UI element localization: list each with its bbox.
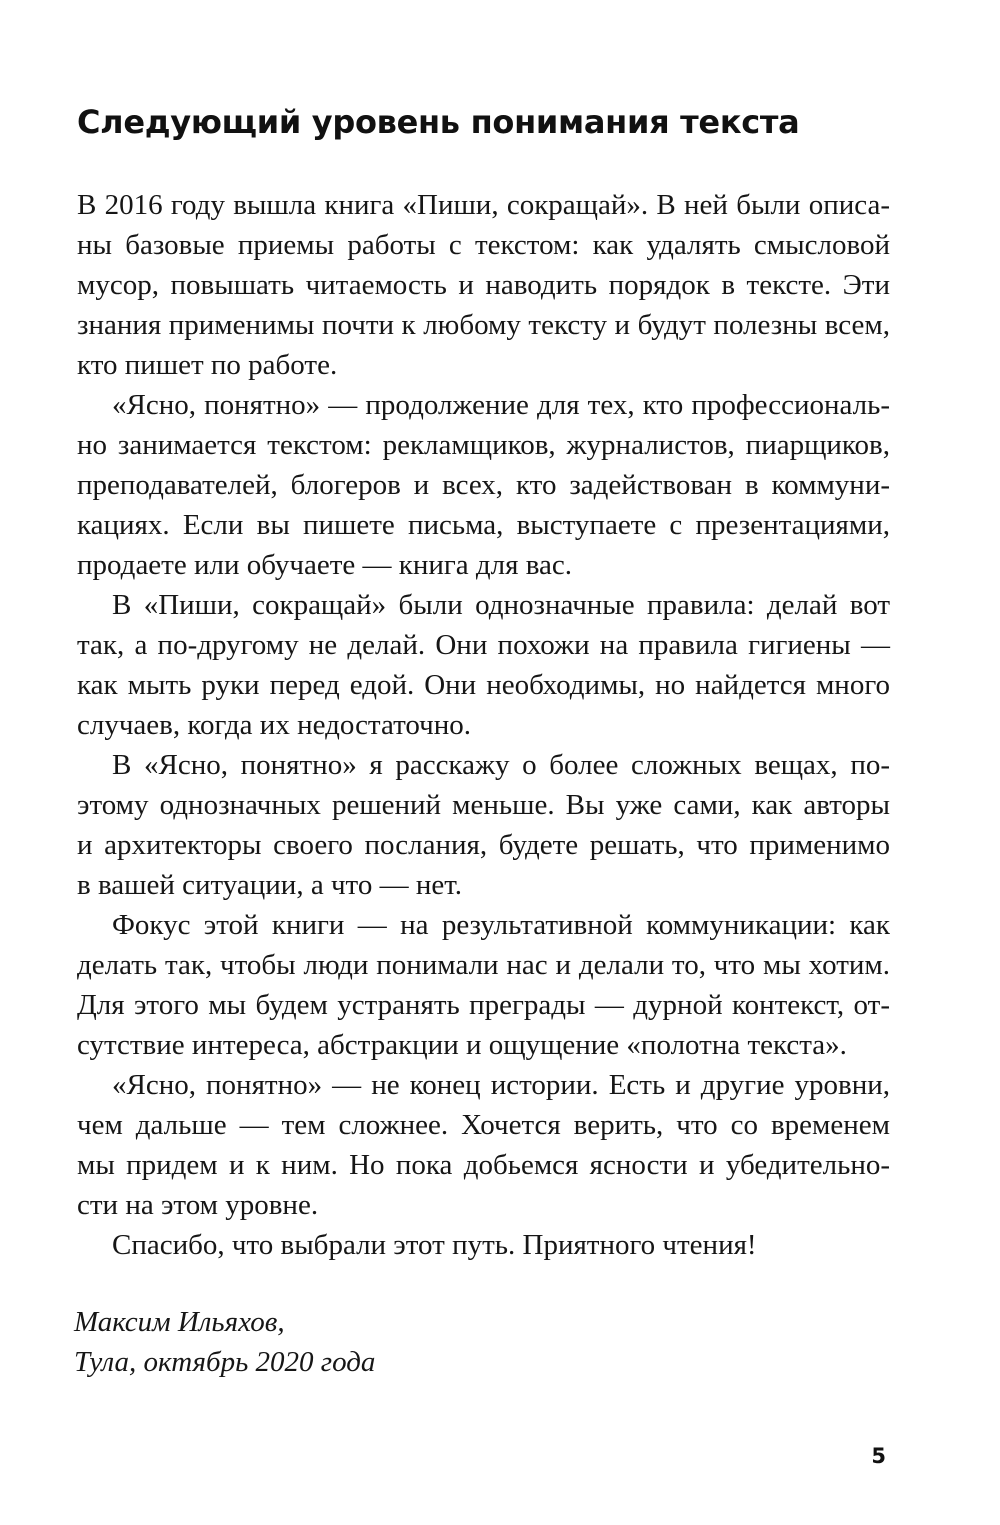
paragraph-5-line-3: Для этого мы будем устранять преграды — дурной контекст, от- (77, 989, 890, 1021)
paragraph-1-line-3: мусор, повышать читаемость и наводить порядок в тексте. Эти (77, 269, 890, 301)
paragraph-3-line-1: В «Пиши, сокращай» были однозначные правила: делай вот (112, 589, 890, 621)
paragraph-2-line-5: продаете или обучаете — книга для вас. (77, 549, 573, 581)
paragraph-3-line-2: так, а по-другому не делай. Они похожи на правила гигиены — (77, 629, 890, 661)
paragraph-5-line-1: Фокус этой книги — на результативной коммуникации: как (112, 909, 890, 941)
paragraph-2-line-3: преподавателей, блогеров и всех, кто задействован в коммуни- (77, 469, 890, 501)
paragraph-5-line-2: делать так, чтобы люди понимали нас и делали то, что мы хотим. (77, 949, 890, 981)
paragraph-6-line-3: мы придем и к ним. Но пока добьемся ясности и убедительно- (77, 1149, 890, 1181)
paragraph-4-line-4: в вашей ситуации, а что — нет. (77, 869, 462, 901)
paragraph-1-line-1: В 2016 году вышла книга «Пиши, сокращай». В ней были описа- (77, 189, 890, 221)
signature-place-date: Тула, октябрь 2020 года (74, 1346, 376, 1378)
paragraph-4-line-3: и архитекторы своего послания, будете решать, что применимо (77, 829, 890, 861)
paragraph-1-line-2: ны базовые приемы работы с текстом: как удалять смысловой (77, 229, 890, 261)
paragraph-1-line-4: знания применимы почти к любому тексту и будут полезны всем, (77, 309, 890, 341)
paragraph-4-line-2: этому однозначных решений меньше. Вы уже сами, как авторы (77, 789, 890, 821)
paragraph-6-line-2: чем дальше — тем сложнее. Хочется верить, что со временем (77, 1109, 890, 1141)
paragraph-1-line-5: кто пишет по работе. (77, 349, 338, 381)
paragraph-3-line-4: случаев, когда их недостаточно. (77, 709, 471, 741)
paragraph-7-line-1: Спасибо, что выбрали этот путь. Приятного чтения! (112, 1229, 757, 1261)
paragraph-5-line-4: сутствие интереса, абстракции и ощущение «полотна текста». (77, 1029, 847, 1061)
paragraph-3-line-3: как мыть руки перед едой. Они необходимы, но найдется много (77, 669, 890, 701)
signature-author: Максим Ильяхов, (74, 1306, 285, 1338)
paragraph-6-line-1: «Ясно, понятно» — не конец истории. Есть и другие уровни, (112, 1069, 890, 1101)
paragraph-2-line-2: но занимается текстом: рекламщиков, журналистов, пиарщиков, (77, 429, 890, 461)
paragraph-2-line-1: «Ясно, понятно» — продолжение для тех, кто профессиональ- (112, 389, 890, 421)
paragraph-6-line-4: сти на этом уровне. (77, 1189, 319, 1221)
page-number: 5 (871, 1444, 886, 1468)
page-title: Следующий уровень понимания текста (77, 103, 800, 141)
paragraph-4-line-1: В «Ясно, понятно» я расскажу о более сложных вещах, по- (112, 749, 890, 781)
paragraph-2-line-4: кациях. Если вы пишете письма, выступаете с презентациями, (77, 509, 890, 541)
